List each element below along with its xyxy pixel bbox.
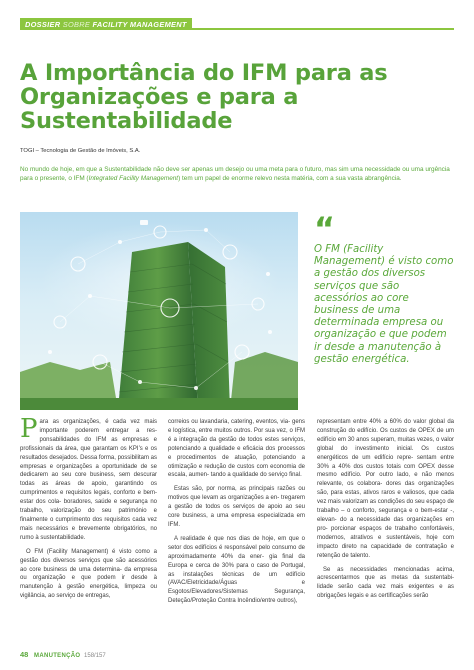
section-tag	[20, 18, 192, 30]
paragraph: A realidade é que nos dias de hoje, em que o setor dos edifícios é responsável pelo consumo de aproximadamente 40% da ener- gia final da Europa e cerca de 30% para o caso de Portugal, as instalações técnicas de um edifício (AVAC/Eletricidade/Águas e Esgotos/Elevadores/Sistemas Segurança, Deteção/Proteção Contra Incêndio/entre outros),	[168, 535, 305, 605]
section-header	[20, 14, 454, 30]
lead-text-end: ) tem um papel de enorme relevo nesta matéria, com a sua vasta abrangência.	[178, 174, 402, 182]
section-connector: SOBRE	[62, 20, 91, 29]
section-topic: FACILITY MANAGEMENT	[92, 20, 187, 29]
body-column-1	[20, 414, 157, 606]
paragraph-text: ara as organizações, é cada vez mais importante poderem entregar a res- ponsabilidades do IFM as empresas e profissionais da área, que garantam os KPI’s e os resultados desejados. Dessa forma, possibilitam as empresas e organizações a oportunidade de se dedicarem ao seu core business, sem descurar todas as áreas de apoio, garantindo os cumprimentos e requisitos legais, conforto e bem-estar dos cola- boradores, saúde e segurança no trabalho, valorização do seu património e finalmente o cumprimento dos requisitos cada vez mais necessários e brevemente obrigatórios, no rumo à sustentabilidade.	[20, 419, 157, 541]
drop-cap: P	[20, 414, 38, 444]
lead-text-italic: Integrated Facility Management	[88, 174, 179, 182]
green-skyscraper-illustration	[20, 212, 298, 410]
pull-quote-text: O FM (Facility Management) é visto como a gestão dos diversos serviços que são acessórios ao core business de uma determinada empresa ou organização e que podem ir desde a manutenção à gestão energética.	[314, 244, 454, 365]
page-number: 48	[20, 650, 29, 659]
article-body	[20, 414, 454, 636]
section-label: DOSSIER	[25, 20, 61, 29]
article-author: TOGI – Tecnologia de Gestão de Imóveis, S.A.	[20, 148, 141, 154]
article-lead	[20, 166, 454, 184]
lead-text-start: No mundo de hoje, em que a Sustentabilidade não deve ser apenas um desejo ou uma meta para o futuro, mas sim uma necessidade ou uma urgência para o presente, o IFM (	[20, 166, 450, 182]
article-title: A Importância do IFM para as Organizações e para a Sustentabilidade	[20, 60, 388, 134]
quote-mark-icon: “	[314, 210, 336, 248]
page-footer	[20, 650, 106, 659]
magazine-name: MANUTENÇÃO	[34, 653, 81, 659]
paragraph: O FM (Facility Management) é visto como a gestão dos diversos serviços que são acessórios ao core business de uma determina- da empresa ou organização e que podem ir desde à manutenção à gestão energética, limpeza ou vigilância, ao serviço de entregas,	[20, 548, 157, 600]
building-photo	[20, 212, 298, 410]
paragraph: Se as necessidades mencionadas acima, acrescentarmos que as metas da sustentabi- lidade serão cada vez mais exigentes e as obrigações legais e as certificações serão	[317, 566, 454, 600]
paragraph: correios ou lavandaria, catering, eventos, via- gens e logística, entre muitos outros. Por sua vez, o IFM é a integração da gestão de todos estes serviços, potenciando a qualidade e eficácia dos processos e procedimentos de atuação, potenciando a otimização e redução de custos com economia de escala, aumen- tando a qualidade do serviço final.	[168, 419, 305, 479]
body-column-2	[168, 418, 305, 611]
pull-quote	[314, 210, 454, 366]
body-column-3	[317, 418, 454, 606]
paragraph	[20, 414, 157, 543]
issue-number: 158/157	[84, 653, 106, 659]
paragraph: representam entre 40% a 60% do valor global da construção do edifício. Os custos de OPEX de um edifício em 30 anos superam, muitas vezes, o valor global do investimento inicial. Os custos energéticos de um edifício repre- sentam entre 30% a 40% dos custos totais com OPEX desse mesmo edifício. Por outro lado, e não menos relevante, os colabora- dores das organizações são, para estas, ativos raros e valiosos, que cada vez mais valorizam as condições do seu espaço de trabalho – o conforto, segurança e o bem-estar -, elevan- do a necessidade das organizações em pro- porcionar espaços de trabalho confortáveis, modernos, atrativos e sustentáveis, hoje com impacto direto na capacidade de contratação e retenção de talento.	[317, 419, 454, 559]
paragraph: Estas são, por norma, as principais razões ou motivos que levam as organizações a en- tregarem a gestão de todos os serviços de apoio ao seu core business, a uma empresa especializada em IFM.	[168, 486, 305, 528]
